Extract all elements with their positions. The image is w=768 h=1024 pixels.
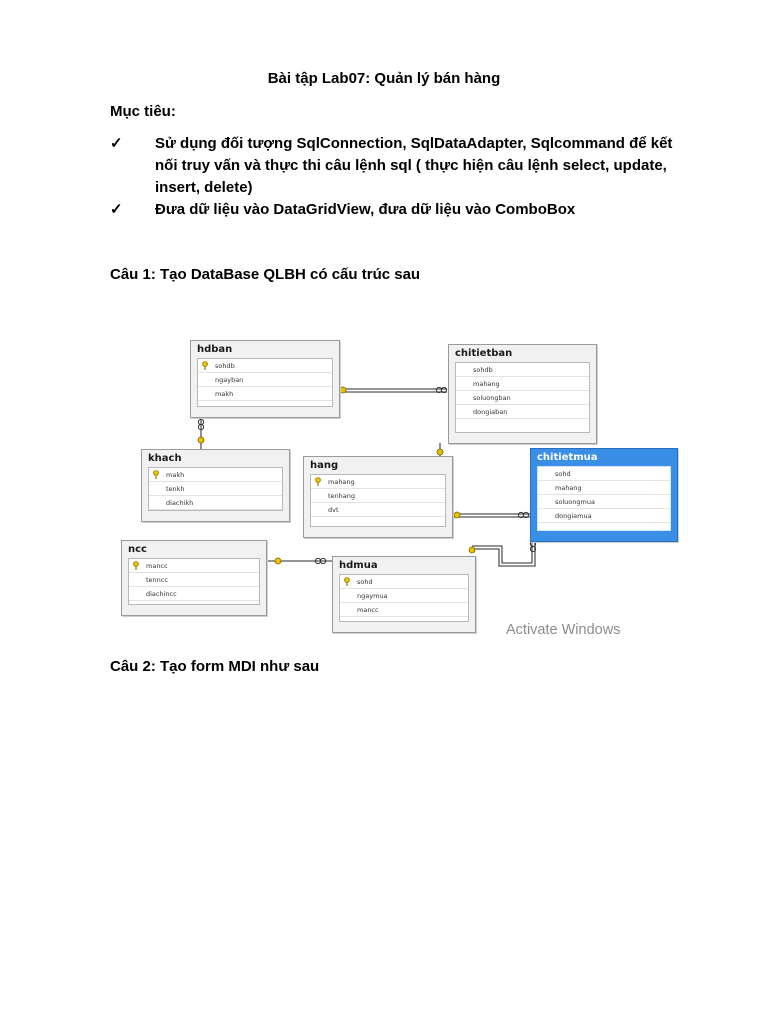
column-row[interactable]: mancc xyxy=(340,603,468,617)
column-row[interactable]: tenkh xyxy=(149,482,282,496)
objective-item xyxy=(110,199,690,221)
page-title: Bài tập Lab07: Quản lý bán hàng xyxy=(267,70,501,87)
key-endpoint-icon xyxy=(340,387,346,393)
table-title: hdban xyxy=(197,344,233,355)
objective-item xyxy=(110,133,690,199)
column-row[interactable]: mahang xyxy=(538,481,670,495)
key-endpoint-icon xyxy=(454,512,460,518)
table-columns xyxy=(310,474,446,527)
objective-text: Sử dụng đối tượng SqlConnection, SqlDataAdapter, Sqlcommand để kết nối truy vấn và thực thi câu lệnh sql ( thực hiện câu lệnh select, update, insert, delete) xyxy=(155,135,673,196)
table-title: chitietmua xyxy=(537,452,598,463)
table-columns xyxy=(128,558,260,605)
table-ncc[interactable] xyxy=(121,540,267,616)
key-endpoint-icon xyxy=(469,547,475,553)
many-endpoint-icon xyxy=(530,541,535,551)
table-columns xyxy=(197,358,333,407)
column-row[interactable]: dongiamua xyxy=(538,509,670,523)
question-1: Câu 1: Tạo DataBase QLBH có cấu trúc sau xyxy=(110,266,421,283)
key-endpoint-icon xyxy=(275,558,281,564)
key-endpoint-icon xyxy=(198,437,204,443)
table-chitietmua[interactable] xyxy=(530,448,678,542)
column-row[interactable]: diachikh xyxy=(149,496,282,510)
column-row[interactable]: mahang xyxy=(311,475,445,489)
table-hang[interactable] xyxy=(303,456,453,538)
table-columns xyxy=(537,466,671,531)
checkmark-icon: ✓ xyxy=(110,135,123,152)
column-row[interactable]: sohd xyxy=(538,467,670,481)
table-hdmua[interactable] xyxy=(332,556,476,633)
primary-key-icon xyxy=(201,361,209,370)
primary-key-icon xyxy=(343,577,351,586)
column-row[interactable]: soluongmua xyxy=(538,495,670,509)
column-row[interactable]: ngayban xyxy=(198,373,332,387)
relationship-line xyxy=(472,540,535,566)
column-row[interactable]: soluongban xyxy=(456,391,589,405)
column-row[interactable]: sohd xyxy=(340,575,468,589)
table-columns xyxy=(339,574,469,622)
table-title: hang xyxy=(310,460,339,471)
checkmark-icon: ✓ xyxy=(110,201,123,218)
column-row[interactable]: mahang xyxy=(456,377,589,391)
primary-key-icon xyxy=(152,470,160,479)
column-row[interactable]: dvt xyxy=(311,503,445,517)
table-title: hdmua xyxy=(339,560,378,571)
table-columns xyxy=(455,362,590,433)
table-columns xyxy=(148,467,283,511)
many-endpoint-icon xyxy=(518,512,528,517)
column-row[interactable]: sohdb xyxy=(198,359,332,373)
column-row[interactable]: makh xyxy=(149,468,282,482)
table-chitietban[interactable] xyxy=(448,344,597,444)
column-row[interactable]: sohdb xyxy=(456,363,589,377)
primary-key-icon xyxy=(132,561,140,570)
column-row[interactable]: diachincc xyxy=(129,587,259,601)
column-row[interactable]: mancc xyxy=(129,559,259,573)
column-row[interactable]: ngaymua xyxy=(340,589,468,603)
table-khach[interactable] xyxy=(141,449,290,522)
column-row[interactable]: tenhang xyxy=(311,489,445,503)
column-row[interactable]: dongiaban xyxy=(456,405,589,419)
many-endpoint-icon xyxy=(436,387,446,392)
column-row[interactable]: makh xyxy=(198,387,332,401)
relationship-line xyxy=(472,540,532,563)
table-title: khach xyxy=(148,453,182,464)
primary-key-icon xyxy=(314,477,322,486)
table-title: ncc xyxy=(128,544,147,555)
key-endpoint-icon xyxy=(437,449,443,455)
question-2: Câu 2: Tạo form MDI như sau xyxy=(110,658,320,675)
activation-watermark: Activate Windows xyxy=(506,622,621,638)
table-title: chitietban xyxy=(455,348,513,359)
objective-text: Đưa dữ liệu vào DataGridView, đưa dữ liệu vào ComboBox xyxy=(155,201,576,218)
objectives-heading: Mục tiêu: xyxy=(110,103,176,120)
database-diagram xyxy=(112,318,670,644)
column-row[interactable]: tenncc xyxy=(129,573,259,587)
table-hdban[interactable] xyxy=(190,340,340,418)
